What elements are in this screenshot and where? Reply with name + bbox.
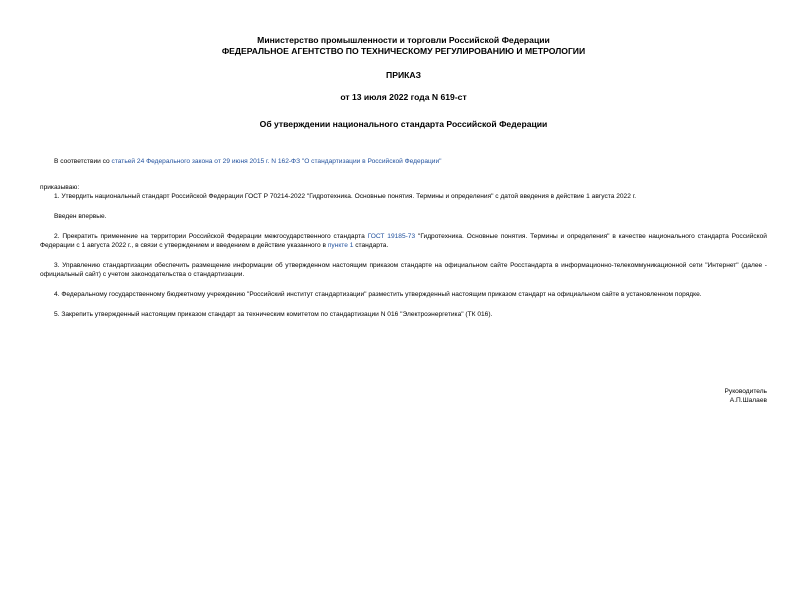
item-2-text-b: "Гидротехника. Основные понятия. Термины и определения" в качестве национального стандарта Российской Федерации с 1 августа 2022 г., в связи с утверждением и введением в действие указанного в bbox=[40, 233, 767, 249]
intro-text: В соответствии со bbox=[54, 158, 112, 165]
item-2-text-c: стандарта. bbox=[353, 242, 389, 249]
intro-paragraph bbox=[40, 157, 767, 166]
item-1: 1. Утвердить национальный стандарт Российской Федерации ГОСТ Р 70214-2022 "Гидротехника. Основные понятия. Термины и определения" с датой введения в действие 1 августа 2022 г. bbox=[54, 193, 637, 200]
agency-name: ФЕДЕРАЛЬНОЕ АГЕНТСТВО ПО ТЕХНИЧЕСКОМУ РЕГУЛИРОВАНИЮ И МЕТРОЛОГИИ bbox=[221, 46, 586, 56]
order-word: приказываю: bbox=[40, 184, 80, 191]
law-link[interactable]: статьей 24 Федерального закона от 29 июня 2015 г. N 162-ФЗ "О стандартизации в Российской Федерации" bbox=[111, 158, 442, 165]
document-page bbox=[0, 35, 807, 606]
ministry-name: Министерство промышленности и торговли Российской Федерации bbox=[257, 35, 550, 45]
document-subject: Об утверждении национального стандарта Российской Федерации bbox=[259, 119, 548, 129]
clause-link[interactable]: пункте 1 bbox=[327, 242, 354, 249]
item-3: 3. Управлению стандартизации обеспечить размещение информации об утвержденном настоящим приказом стандарте на официальном сайте Росстандарта в информационно-телекоммуникационной сети "Интернет" (далее - официальный сайт) с учетом законодательства о стандартизации. bbox=[40, 262, 767, 278]
signature-block bbox=[725, 387, 767, 405]
document-header bbox=[40, 35, 767, 130]
item-2 bbox=[40, 232, 767, 250]
document-date: от 13 июля 2022 года N 619-ст bbox=[340, 92, 467, 102]
signer-name: А.П.Шалаев bbox=[729, 397, 767, 404]
signer-position: Руководитель bbox=[724, 388, 767, 395]
introduced-note: Введен впервые. bbox=[54, 213, 107, 220]
item-4: 4. Федеральному государственному бюджетному учреждению "Российский институт стандартизации" разместить утвержденный настоящим приказом стандарт на официальном сайте в установленном порядке. bbox=[54, 291, 702, 298]
gost-link[interactable]: ГОСТ 19185-73 bbox=[367, 233, 416, 240]
item-5: 5. Закрепить утвержденный настоящим приказом стандарт за техническим комитетом по стандартизации N 016 "Электроэнергетика" (ТК 016). bbox=[54, 311, 493, 318]
document-type: ПРИКАЗ bbox=[386, 70, 421, 80]
item-2-text-a: 2. Прекратить применение на территории Российской Федерации межгосударственного стандарта bbox=[54, 233, 368, 240]
document-body bbox=[40, 157, 767, 319]
